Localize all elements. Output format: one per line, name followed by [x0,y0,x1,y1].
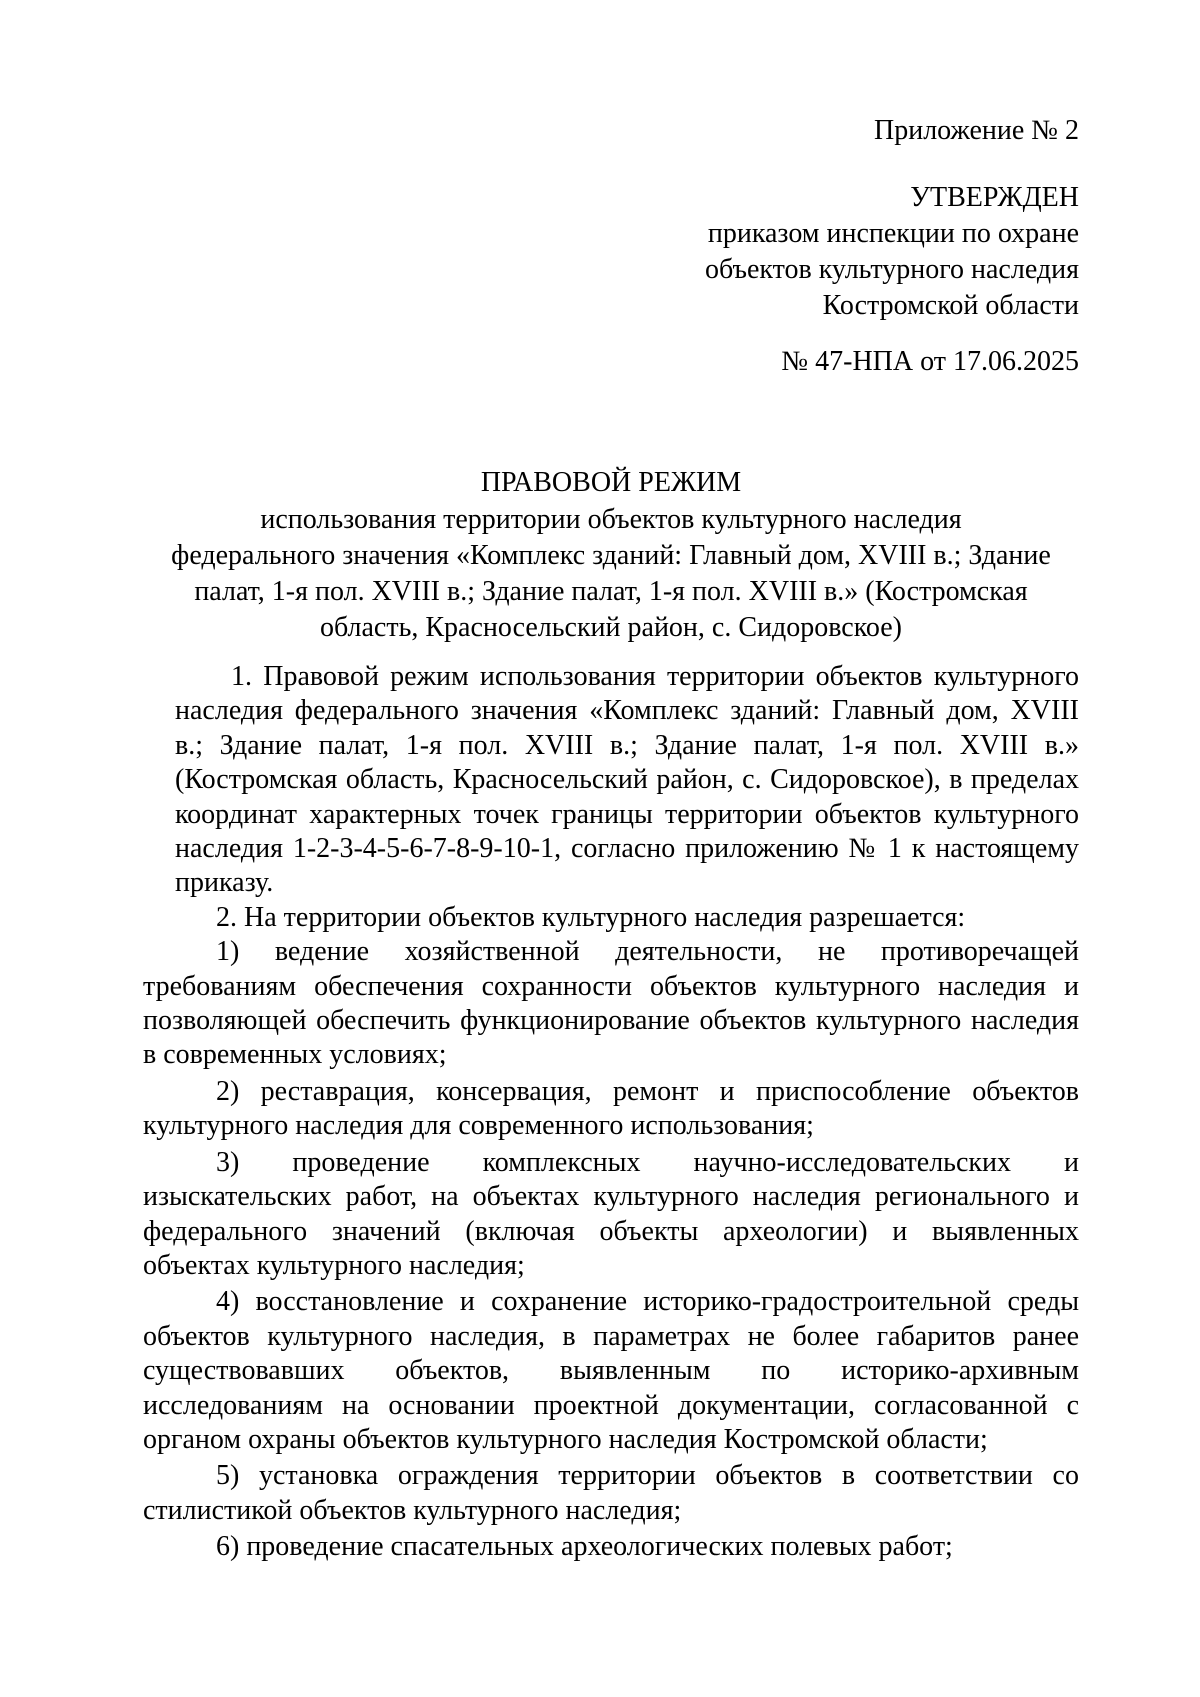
document-page [143,0,1079,1697]
document-title: ПРАВОВОЙ РЕЖИМ [480,467,742,498]
order-number: № 47-НПА от 17.06.2025 [781,346,1079,377]
document-body [143,660,1079,1565]
approval-block [705,180,1079,324]
document-title-block [143,464,1079,646]
list-item: 6) проведение спасательных археологических полевых работ; [216,1531,953,1563]
approved-by-line: Костромской области [822,290,1079,321]
list-item: 2) реставрация, консервация, ремонт и приспособление объектов культурного наследия для современного использования; [143,1075,1079,1142]
document-subtitle-line: федерального значения «Комплекс зданий: Главный дом, XVIII в.; Здание [171,540,1051,571]
list-item: 1) ведение хозяйственной деятельности, не противоречащей требованиям обеспечения сохранности объектов культурного наследия и позволяющей обеспечить функционирование объектов культурного наследия в современных условиях; [143,936,1079,1071]
list-item: 5) установка ограждения территории объектов в соответствии со стилистикой объектов культурного наследия; [143,1460,1079,1526]
appendix-label: Приложение № 2 [874,115,1079,146]
list-item: 3) проведение комплексных научно-исследовательских и изыскательских работ, на объектах культурного наследия регионального и федерального значений (включая объекты археологии) и выявленных объектах культурного наследия; [143,1146,1079,1281]
paragraph-1: 1. Правовой режим использования территории объектов культурного наследия федерального значения «Комплекс зданий: Главный дом, XVIII в.; Здание палат, 1-я пол. XVIII в.; Здание палат, 1-я пол. XVIII в.» (Костромская область, Красносельский район, с. Сидоровское), в пределах координат характерных точек границы территории объектов культурного наследия 1-2-3-4-5-6-7-8-9-10-1, согласно приложению № 1 к настоящему приказу. [175,661,1079,899]
approved-by-line: объектов культурного наследия [704,254,1079,285]
approved-by-line: приказом инспекции по охране [707,218,1079,249]
document-subtitle-line: область, Красносельский район, с. Сидоровское) [319,612,903,643]
document-subtitle-line: палат, 1-я пол. XVIII в.; Здание палат, 1-я пол. XVIII в.» (Костромская [194,576,1028,607]
paragraph-2: 2. На территории объектов культурного наследия разрешается: [216,901,966,933]
list-item: 4) восстановление и сохранение историко-градостроительной среды объектов культурного наследия, в параметрах не более габаритов ранее существовавших объектов, выявленным по историко-архивным исследованиям на основании проектной документации, согласованной с органом охраны объектов культурного наследия Костромской области; [143,1286,1079,1455]
approved-heading: УТВЕРЖДЕН [910,182,1079,213]
document-subtitle-line: использования территории объектов культурного наследия [260,504,962,535]
